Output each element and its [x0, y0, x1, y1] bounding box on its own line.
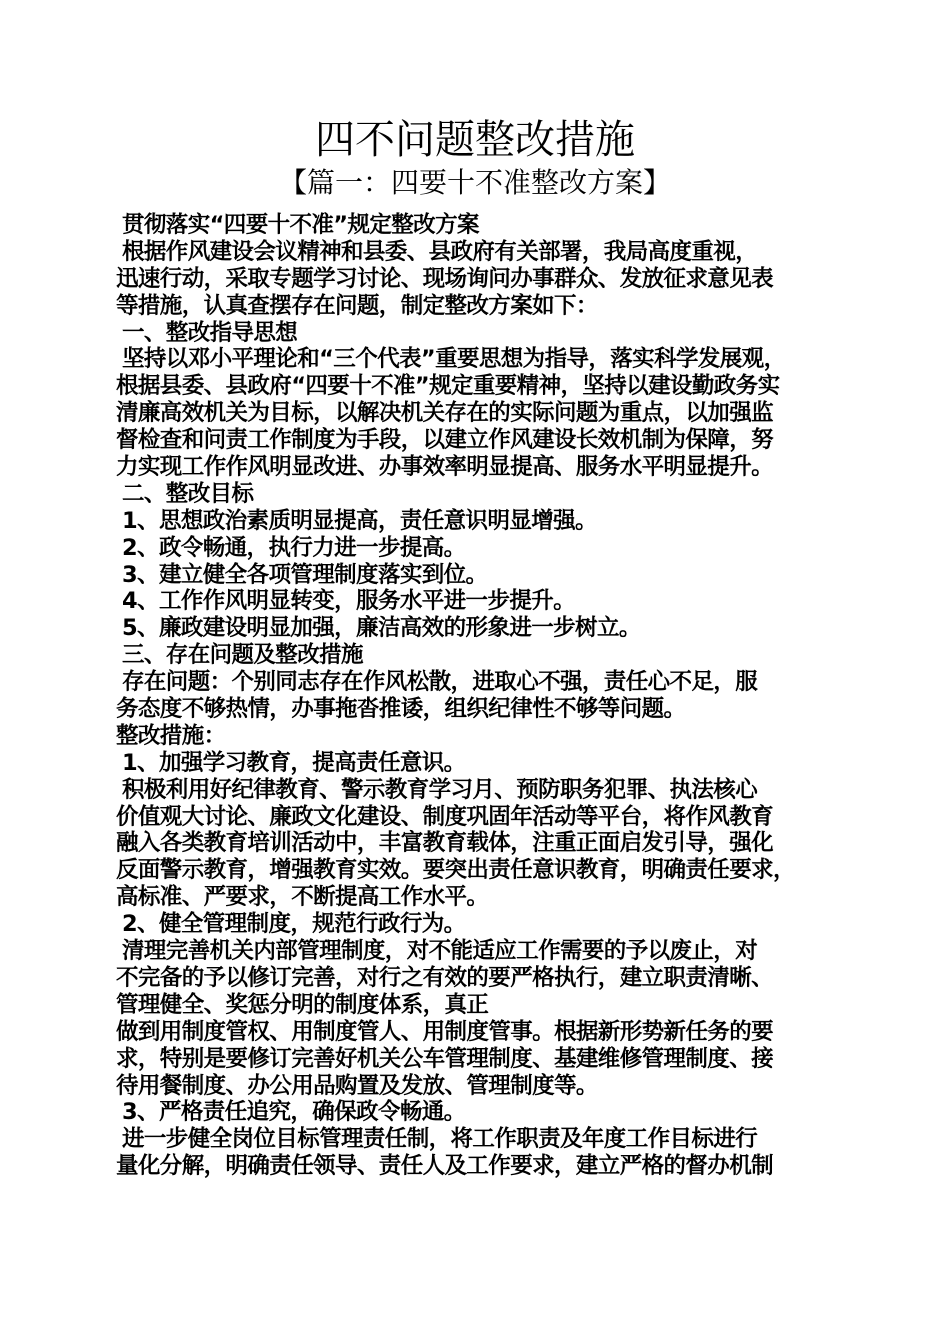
text-line: 二、整改目标 — [122, 480, 254, 507]
text-line: 存在问题：个别同志存在作风松散，进取心不强，责任心不足，服 — [122, 669, 758, 696]
text-line: 管理健全、奖惩分明的制度体系，真正 — [116, 991, 489, 1018]
text-line: 高标准、严要求，不断提高工作水平。 — [116, 884, 489, 911]
text-line: 清理完善机关内部管理制度，对不能适应工作需要的予以废止，对 — [122, 938, 758, 965]
document-title: 四不问题整改措施 — [315, 117, 635, 163]
text-line: 清廉高效机关为目标，以解决机关存在的实际问题为重点，以加强监 — [116, 400, 774, 427]
text-line: 贯彻落实“四要十不准”规定整改方案 — [122, 212, 479, 238]
text-line: 5、廉政建设明显加强，廉洁高效的形象进一步树立。 — [122, 615, 641, 642]
text-line: 2、健全管理制度，规范行政行为。 — [122, 911, 466, 938]
text-line: 量化分解，明确责任领导、责任人及工作要求，建立严格的督办机制 — [116, 1153, 774, 1180]
text-line: 1、加强学习教育，提高责任意识。 — [122, 749, 466, 776]
text-line: 督检查和问责工作制度为手段，以建立作风建设长效机制为保障，努 — [116, 427, 774, 454]
text-line: 务态度不够热情，办事拖沓推诿，组织纪律性不够等问题。 — [116, 696, 686, 723]
text-line: 2、政令畅通，执行力进一步提高。 — [122, 534, 466, 561]
text-line: 4、工作作风明显转变，服务水平进一步提升。 — [122, 588, 576, 615]
document-subtitle: 【篇一：四要十不准整改方案】 — [278, 166, 671, 199]
text-line: 做到用制度管权、用制度管人、用制度管事。根据新形势新任务的要 — [116, 1018, 774, 1045]
text-line: 根据县委、县政府“四要十不准”规定重要精神，坚持以建设勤政务实 — [116, 373, 780, 400]
text-line: 等措施，认真查摆存在问题，制定整改方案如下： — [116, 292, 598, 319]
text-line: 积极利用好纪律教育、警示教育学习月、预防职务犯罪、执法核心 — [122, 776, 758, 803]
text-line: 整改措施： — [116, 722, 226, 749]
text-line: 迅速行动，采取专题学习讨论、现场询问办事群众、发放征求意见表 — [116, 265, 774, 292]
text-line: 根据作风建设会议精神和县委、县政府有关部署，我局高度重视， — [122, 238, 758, 265]
text-line: 三、存在问题及整改措施 — [122, 642, 363, 669]
text-line: 进一步健全岗位目标管理责任制，将工作职责及年度工作目标进行 — [122, 1126, 758, 1153]
text-line: 3、建立健全各项管理制度落实到位。 — [122, 561, 488, 588]
text-line: 1、思想政治素质明显提高，责任意识明显增强。 — [122, 507, 597, 534]
text-line: 价值观大讨论、廉政文化建设、制度巩固年活动等平台，将作风教育 — [116, 803, 774, 830]
text-line: 不完备的予以修订完善，对行之有效的要严格执行，建立职责清晰、 — [116, 964, 774, 991]
text-line: 融入各类教育培训活动中，丰富教育载体，注重正面启发引导，强化 — [116, 830, 774, 857]
text-line: 坚持以邓小平理论和“三个代表”重要思想为指导，落实科学发展观， — [122, 346, 786, 373]
text-line: 求，特别是要修订完善好机关公车管理制度、基建维修管理制度、接 — [116, 1045, 774, 1072]
text-line: 力实现工作作风明显改进、办事效率明显提高、服务水平明显提升。 — [116, 454, 774, 481]
text-line: 反面警示教育，增强教育实效。要突出责任意识教育，明确责任要求， — [116, 857, 795, 884]
text-line: 待用餐制度、办公用品购置及发放、管理制度等。 — [116, 1072, 598, 1099]
text-line: 3、严格责任追究，确保政令畅通。 — [122, 1099, 466, 1126]
document-body — [116, 212, 846, 1180]
text-line: 一、整改指导思想 — [122, 319, 298, 346]
